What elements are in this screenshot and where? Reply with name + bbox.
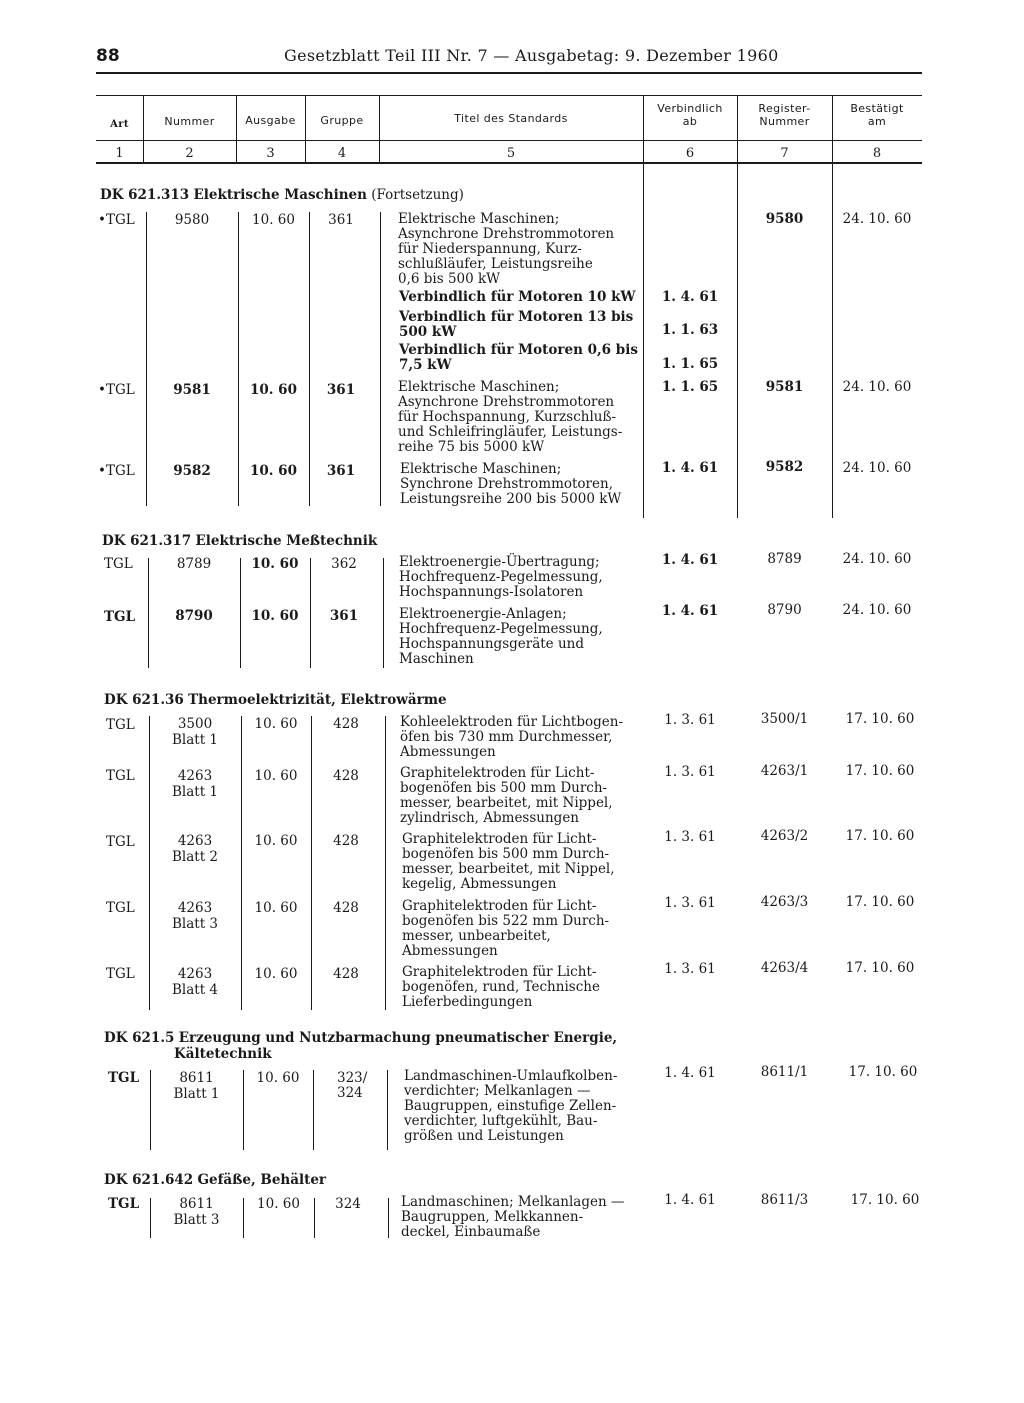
row-titel: Verbindlich für Motoren 10 kW [399, 289, 636, 305]
row-gruppe: 361 [329, 608, 359, 624]
col-header-register-l2: Nummer [759, 115, 810, 128]
section-note: (Fortsetzung) [371, 187, 464, 203]
section-title: Elektrische Meßtechnik [195, 533, 378, 549]
section-heading-continuation [174, 1046, 272, 1062]
row-nummer: 8790 [175, 608, 213, 624]
col-header-nummer: Nummer [164, 115, 215, 128]
row-divider [146, 212, 147, 506]
row-titel: Graphitelektroden für Licht- bogenöfen bis 500 mm Durch- messer, bearbeitet, mit Nippel, zylindrisch, Abmessungen [400, 765, 613, 826]
row-art: TGL [106, 900, 135, 916]
col-header-bestaetigt-l2: am [867, 115, 887, 128]
row-art: TGL [106, 834, 135, 850]
row-gruppe: 361 [326, 382, 356, 398]
row-bestaetigt: 24. 10. 60 [842, 460, 912, 476]
row-ausgabe: 10. 60 [254, 900, 298, 916]
section-heading [104, 692, 447, 708]
row-divider [385, 716, 386, 1010]
row-titel: Elektroenergie-Anlagen; Hochfrequenz-Pegelmessung, Hochspannungsgeräte und Maschinen [399, 606, 603, 667]
row-titel: Graphitelektroden für Licht- bogenöfen bis 522 mm Durch- messer, unbearbeitet, Abmessungen [402, 898, 610, 959]
row-blatt: Blatt 2 [171, 849, 219, 865]
row-ausgabe: 10. 60 [254, 768, 298, 784]
row-ausgabe: 10. 60 [252, 212, 295, 228]
row-gruppe: 428 [333, 966, 359, 982]
header-rule [96, 72, 922, 74]
row-bestaetigt: 24. 10. 60 [842, 551, 912, 567]
col-number: 2 [185, 146, 194, 161]
row-titel: Landmaschinen; Melkanlagen — Baugruppen, Melkkannen- deckel, Einbaumaße [401, 1194, 625, 1240]
row-art: TGL [106, 717, 135, 733]
row-nummer: 8789 [176, 556, 212, 572]
row-bestaetigt: 17. 10. 60 [850, 1192, 920, 1208]
row-bestaetigt: 17. 10. 60 [845, 828, 915, 844]
row-titel: Verbindlich für Motoren 13 bis 500 kW [399, 309, 634, 340]
row-verbindlich: 1. 4. 61 [664, 1065, 716, 1081]
row-divider [241, 716, 242, 1010]
row-blatt: Blatt 3 [173, 1212, 220, 1228]
row-blatt: Blatt 3 [171, 916, 219, 932]
row-register: 8611/3 [760, 1192, 809, 1208]
section-dk: DK 621.642 [104, 1172, 194, 1188]
row-divider [380, 212, 381, 506]
row-bestaetigt: 17. 10. 60 [845, 894, 915, 910]
page-title: Gesetzblatt Teil III Nr. 7 — Ausgabetag: 9. Dezember 1960 [284, 46, 779, 65]
col-number: 4 [337, 146, 347, 161]
col-header-verbindlich [643, 102, 737, 128]
row-bestaetigt: 24. 10. 60 [842, 211, 912, 227]
row-verbindlich: 1. 1. 65 [661, 356, 719, 372]
row-ausgabe: 10. 60 [251, 608, 299, 624]
row-register: 9581 [765, 379, 804, 395]
row-verbindlich: 1. 4. 61 [661, 552, 719, 568]
table-head-rule [96, 140, 922, 141]
row-titel: Elektrische Maschinen; Asynchrone Drehstrommotoren für Niederspannung, Kurz- schlußläufer, Leistungsreihe 0,6 bis 500 kW [398, 211, 615, 287]
col-number: 8 [872, 146, 882, 161]
row-verbindlich: 1. 1. 65 [661, 379, 719, 395]
row-gruppe: 361 [326, 463, 356, 479]
row-register: 8789 [767, 551, 802, 567]
row-blatt: Blatt 4 [171, 982, 219, 998]
row-nummer: 3500 [177, 716, 213, 732]
row-ausgabe: 10. 60 [257, 1196, 300, 1212]
section-heading [102, 533, 377, 549]
row-nummer: 4263 [177, 900, 213, 916]
col-number: 5 [506, 146, 516, 161]
row-register: 4263/3 [760, 894, 809, 910]
row-register: 8790 [767, 602, 802, 618]
row-nummer: 9582 [173, 463, 211, 479]
row-ausgabe: 10. 60 [256, 1070, 300, 1086]
row-nummer: 8611 [179, 1070, 214, 1086]
row-gruppe: 428 [333, 833, 359, 849]
row-titel: Elektroenergie-Übertragung; Hochfrequenz-Pegelmessung, Hochspannungs-Isolatoren [399, 554, 603, 600]
row-titel: Graphitelektroden für Licht- bogenöfen, rund, Technische Lieferbedingungen [402, 964, 600, 1010]
col-header-art: Art [110, 119, 129, 130]
row-verbindlich: 1. 3. 61 [664, 829, 716, 845]
row-ausgabe: 10. 60 [254, 833, 298, 849]
row-ausgabe: 10. 60 [250, 463, 297, 479]
row-register: 9582 [765, 459, 804, 475]
col-header-gruppe: Gruppe [320, 114, 364, 127]
row-verbindlich: 1. 3. 61 [664, 712, 716, 728]
row-nummer: 9581 [173, 382, 211, 398]
row-art: TGL [108, 1196, 140, 1212]
row-titel: Landmaschinen-Umlaufkolben- verdichter; Melkanlagen — Baugruppen, einstufige Zellen- verdichter, luftgekühlt, Bau- größen und Leistungen [404, 1068, 618, 1144]
row-register: 4263/4 [760, 960, 809, 976]
col-header-verbindlich-l2: ab [682, 115, 698, 128]
row-titel: Elektrische Maschinen; Asynchrone Drehstrommotoren für Hochspannung, Kurzschluß- und Schleifringläufer, Leistungs- reihe 75 bis 5000 kW [398, 379, 623, 455]
row-nummer: 4263 [177, 768, 213, 784]
row-verbindlich: 1. 4. 61 [661, 289, 719, 305]
row-bestaetigt: 17. 10. 60 [845, 960, 915, 976]
row-divider [309, 212, 310, 506]
row-verbindlich: 1. 4. 61 [664, 1192, 716, 1208]
row-bestaetigt: 17. 10. 60 [848, 1064, 918, 1080]
table-top-rule [96, 95, 922, 96]
row-ausgabe: 10. 60 [250, 382, 297, 398]
row-nummer: 9580 [174, 212, 210, 228]
row-blatt: Blatt 1 [171, 784, 219, 800]
row-gruppe: 428 [333, 716, 359, 732]
row-gruppe: 323/ 324 [337, 1070, 368, 1101]
col-header-bestaetigt [832, 102, 922, 128]
section-heading [104, 1172, 326, 1188]
row-divider [238, 212, 239, 506]
row-bestaetigt: 24. 10. 60 [842, 379, 912, 395]
row-verbindlich: 1. 1. 63 [661, 322, 719, 338]
row-art: •TGL [98, 212, 135, 228]
section-dk: DK 621.317 [102, 533, 192, 549]
row-art: TGL [104, 556, 133, 572]
section-dk: DK 621.36 [104, 692, 184, 708]
col-number: 3 [266, 146, 275, 161]
row-titel: Kohleelektroden für Lichtbogen- öfen bis 730 mm Durchmesser, Abmessungen [400, 714, 624, 760]
col-header-verbindlich-l1: Verbindlich [657, 102, 723, 115]
row-art: TGL [106, 768, 135, 784]
row-register: 4263/1 [760, 763, 809, 779]
row-verbindlich: 1. 4. 61 [661, 603, 719, 619]
row-divider [313, 1070, 314, 1150]
col-header-bestaetigt-l1: Bestätigt [850, 102, 904, 115]
row-gruppe: 361 [328, 212, 354, 228]
row-register: 4263/2 [760, 828, 809, 844]
row-verbindlich: 1. 3. 61 [664, 764, 716, 780]
col-header-titel: Titel des Standards [454, 112, 568, 125]
row-gruppe: 428 [333, 900, 359, 916]
section-title: Gefäße, Behälter [197, 1172, 327, 1188]
col-header-register-l1: Register- [758, 102, 811, 115]
row-divider [311, 716, 312, 1010]
row-blatt: Blatt 1 [171, 732, 219, 748]
row-divider [383, 558, 384, 668]
row-gruppe: 362 [331, 556, 357, 572]
row-bestaetigt: 24. 10. 60 [842, 602, 912, 618]
section-title-line2: Kältetechnik [174, 1046, 272, 1062]
row-verbindlich: 1. 4. 61 [661, 460, 719, 476]
section-heading [100, 187, 464, 203]
row-divider [387, 1070, 388, 1150]
row-bestaetigt: 17. 10. 60 [845, 711, 915, 727]
row-gruppe: 324 [335, 1196, 361, 1212]
table-number-rule [96, 162, 922, 164]
row-titel: Verbindlich für Motoren 0,6 bis 7,5 kW [399, 342, 638, 373]
section-title: Elektrische Maschinen [193, 187, 367, 203]
row-titel: Elektrische Maschinen; Synchrone Drehstrommotoren, Leistungsreihe 200 bis 5000 kW [400, 461, 622, 507]
page-number: 88 [96, 46, 120, 66]
row-ausgabe: 10. 60 [254, 966, 298, 982]
col-number: 1 [115, 146, 124, 161]
row-verbindlich: 1. 3. 61 [664, 895, 716, 911]
col-number: 7 [780, 146, 789, 161]
row-titel: Graphitelektroden für Licht- bogenöfen bis 500 mm Durch- messer, bearbeitet, mit Nippel, kegelig, Abmessungen [402, 831, 615, 892]
col-header-ausgabe: Ausgabe [245, 114, 296, 127]
section-heading [104, 1030, 617, 1046]
row-art: TGL [108, 1070, 140, 1086]
row-bestaetigt: 17. 10. 60 [845, 763, 915, 779]
col-number: 6 [685, 146, 695, 161]
row-art: •TGL [98, 463, 135, 479]
row-nummer: 8611 [179, 1196, 214, 1212]
row-nummer: 4263 [177, 966, 213, 982]
section-title: Thermoelektrizität, Elektrowärme [188, 692, 447, 708]
row-art: TGL [106, 966, 135, 982]
row-gruppe: 428 [333, 768, 359, 784]
row-divider [388, 1198, 389, 1238]
row-ausgabe: 10. 60 [254, 716, 298, 732]
page-header [96, 46, 922, 70]
row-verbindlich: 1. 3. 61 [664, 961, 716, 977]
row-nummer: 4263 [177, 833, 213, 849]
row-register: 3500/1 [760, 711, 809, 727]
section-dk: DK 621.5 [104, 1030, 175, 1046]
row-blatt: Blatt 1 [173, 1086, 220, 1102]
row-register: 9580 [765, 211, 804, 227]
row-ausgabe: 10. 60 [251, 556, 299, 572]
section-dk: DK 621.313 [100, 187, 190, 203]
row-art: TGL [104, 609, 136, 625]
section-title: Erzeugung und Nutzbarmachung pneumatischer Energie, [178, 1030, 618, 1046]
row-register: 8611/1 [760, 1064, 809, 1080]
col-header-register [737, 102, 832, 128]
row-art: •TGL [98, 382, 135, 398]
